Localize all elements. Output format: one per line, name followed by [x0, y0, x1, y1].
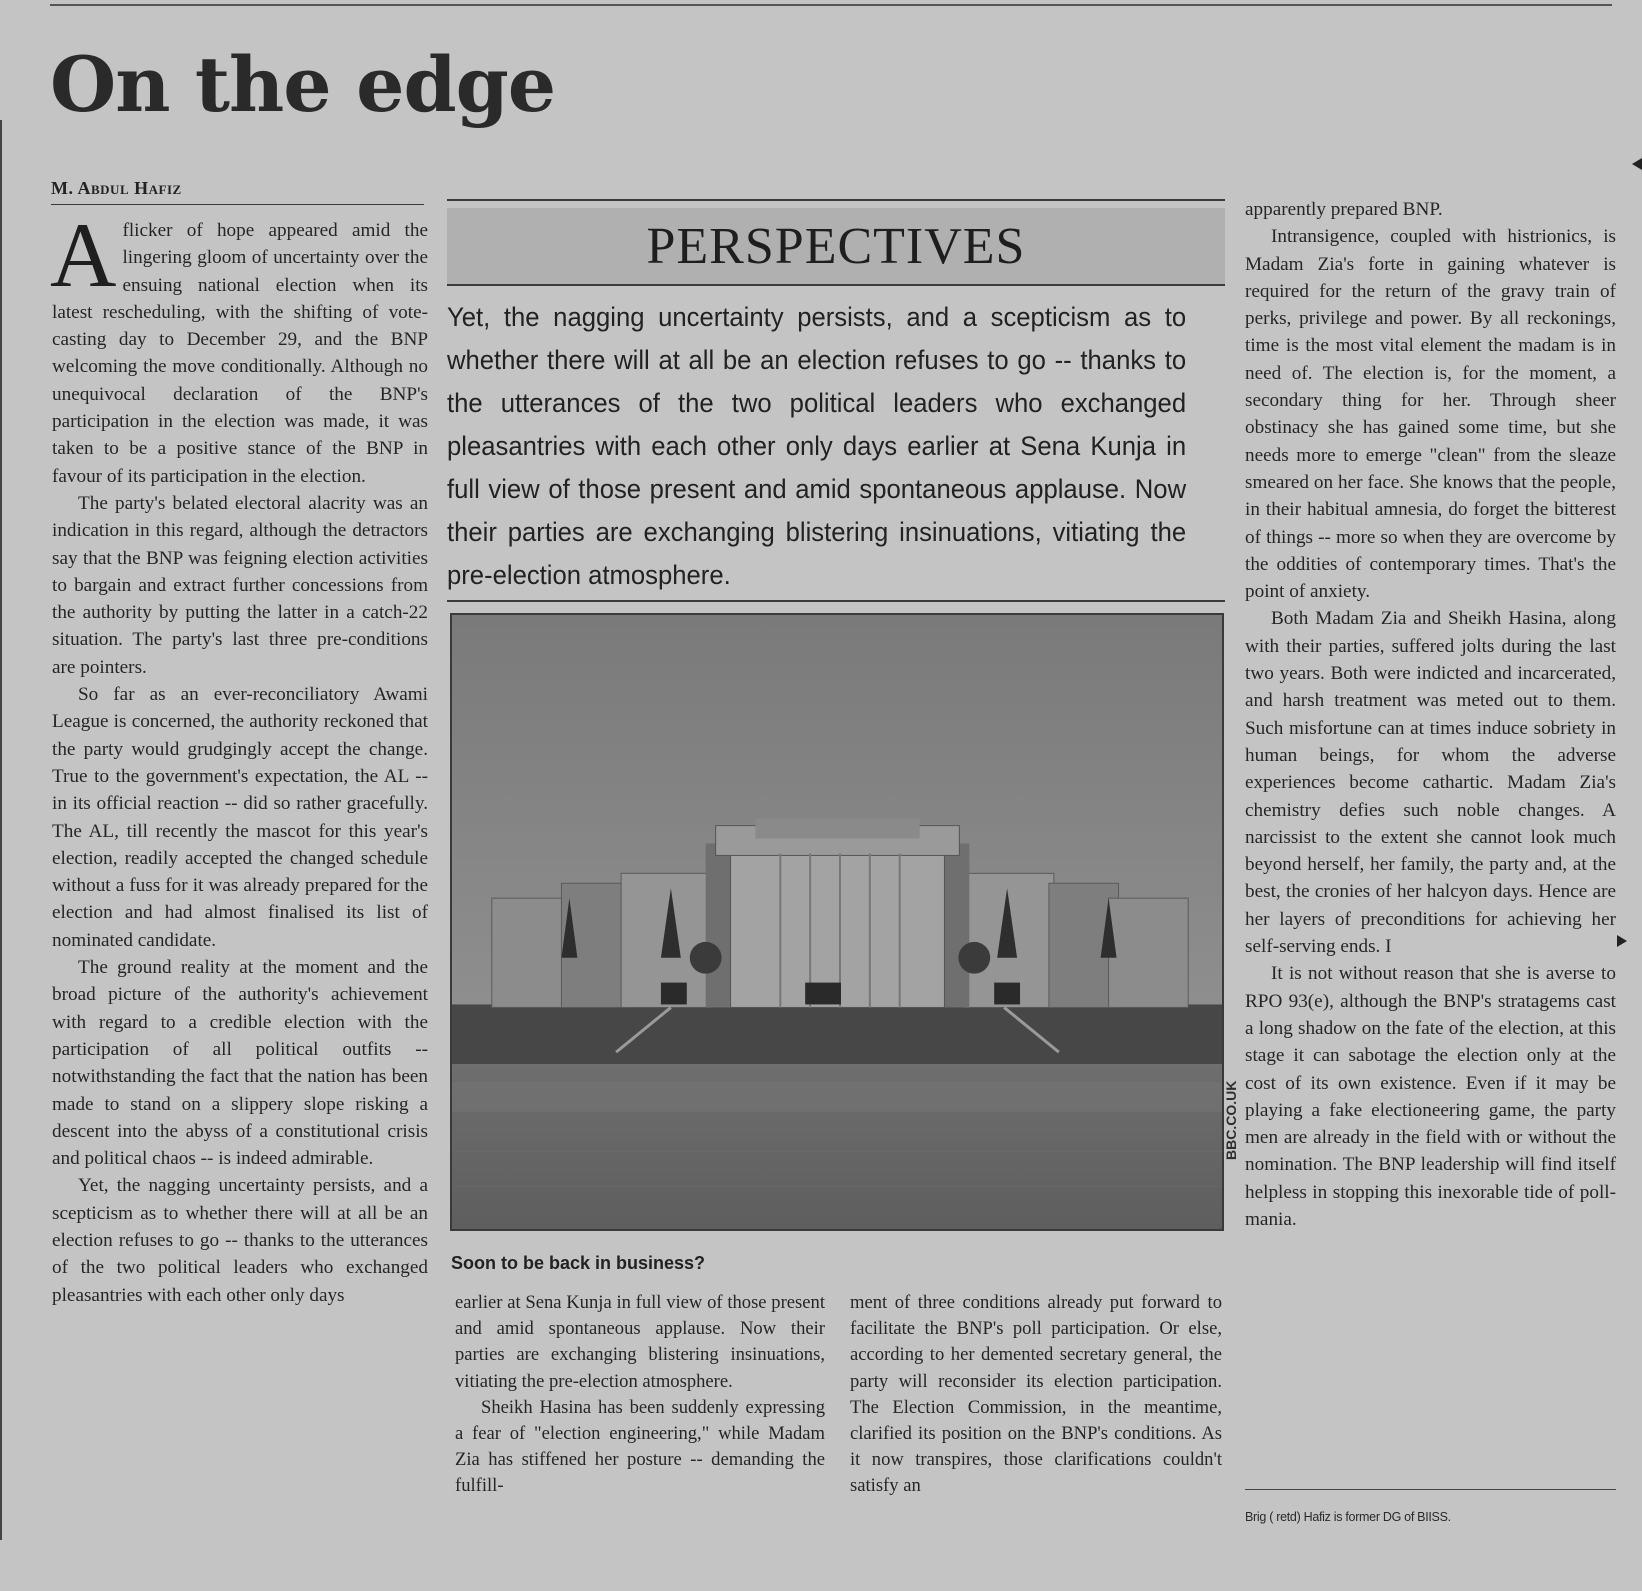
- parliament-building-image: [452, 615, 1222, 1229]
- photo-credit: BBC.CO.UK: [1223, 1080, 1239, 1160]
- section-rule: [447, 199, 1225, 201]
- paragraph: Intransigence, coupled with histrionics, is Madam Zia's forte in gaining whatever is required for the return of the gravy train of perks, privilege and power. By all reckonings, time is the most vital element the madam is in need of. The election is, for the moment, a secondary thing for her. Through sheer obstinacy she has gained some time, but she needs more to emerge "clean" from the sleaze smeared on her face. She knows that the people, in their habitual amnesia, do forget the bitterest of things -- more so when they are overcome by the oddities of contemporary times. That's the point of anxiety.: [1245, 226, 1616, 603]
- paragraph: ment of three conditions already put forward to facilitate the BNP's poll participation. Or else, according to her demented secretary general, the party will reconsider its election participation. The Election Commission, in the meantime, clarified its position on the BNP's conditions. As it now transpires, those clarifications couldn't satisfy an: [850, 1292, 1222, 1497]
- article-column-4: [1245, 196, 1616, 1233]
- paragraph: apparently prepared BNP.: [1245, 199, 1443, 220]
- article-column-2: [455, 1290, 825, 1500]
- pull-quote: Yet, the nagging uncertainty persists, and a scepticism as to whether there will at all be an election refuses to go -- thanks to the utterances of the two political leaders who exchanged pleasantries with each other only days earlier at Sena Kunja in full view of those present and amid spontaneous applause. Now their parties are exchanging blistering insinuations, vitiating the pre-election atmosphere.: [447, 302, 1187, 590]
- paragraph: The party's belated electoral alacrity was an indication in this regard, although the detractors say that the BNP was feigning election activities to bargain and extract further concessions from the authority by putting the latter in a catch-22 situation. The party's last three pre-conditions are pointers.: [52, 492, 428, 678]
- margin-mark-arrow-icon: [1632, 158, 1642, 170]
- paragraph-text: flicker of hope appeared amid the lingering gloom of uncertainty over the ensuing national election when its latest rescheduling, with the shifting of vote-casting day to December 29, and the BNP welcoming the move conditionally. Although no unequivocal declaration of the BNP's participation in the election was made, it was taken to be a positive stance of the BNP in favour of its participation in the election.: [52, 220, 428, 487]
- paragraph: [50, 204, 428, 490]
- paragraph: So far as an ever-reconciliatory Awami League is concerned, the authority reckoned that the party would grudgingly accept the change. True to the government's expectation, the AL -- in its official reaction -- did so rather gracefully. The AL, till recently the mascot for this year's election, readily accepted the changed schedule without a fuss for it was already prepared for the election and had almost finalised its list of nominated candidate.: [52, 684, 428, 951]
- margin-mark-arrow-icon: [1617, 935, 1627, 947]
- byline: M. Abdul Hafiz: [51, 178, 424, 205]
- paragraph: Both Madam Zia and Sheikh Hasina, along with their parties, suffered jolts during the last two years. Both were indicted and incarcerated, and harsh treatment was meted out to them. Such misfortune can at times induce sobriety in human beings, for whom the adverse experiences become cathartic. Madam Zia's chemistry defies such noble changes. A narcissist to the extent she cannot look much beyond herself, her family, the party and, at the best, the cronies of her halcyon days. Hence are her layers of preconditions for achieving her self-serving ends. I: [1245, 608, 1616, 958]
- section-banner: [447, 208, 1225, 286]
- top-rule: [50, 4, 1612, 6]
- pull-quote-rule: [447, 600, 1225, 602]
- headline: On the edge: [50, 40, 556, 129]
- paragraph: earlier at Sena Kunja in full view of those present and amid spontaneous applause. Now their parties are exchanging blistering insinuations, vitiating the pre-election atmosphere.: [455, 1292, 825, 1392]
- drop-cap: A: [50, 204, 117, 306]
- author-note: Brig ( retd) Hafiz is former DG of BIISS.: [1245, 1510, 1451, 1524]
- footnote-rule: [1245, 1489, 1616, 1490]
- parliament-photo: [450, 613, 1224, 1231]
- paragraph: Sheikh Hasina has been suddenly expressing a fear of "election engineering," while Madam Zia has stiffened her posture -- demanding the fulfill-: [455, 1396, 825, 1497]
- section-title: PERSPECTIVES: [646, 217, 1026, 275]
- article-column-1: [50, 204, 428, 1309]
- paragraph: It is not without reason that she is averse to RPO 93(e), although the BNP's stratagems cast a long shadow on the fate of the election, at this stage it can sabotage the election only at the cost of its own existence. Even if it may be playing a fake electioneering game, the party men are already in the field with or without the nomination. The BNP leadership will find itself helpless in stopping this inexorable tide of poll-mania.: [1245, 963, 1616, 1230]
- paragraph: The ground reality at the moment and the broad picture of the authority's achievement with regard to a credible election with the participation of all political outfits -- notwithstanding the fact that the nation has been made to stand on a slippery slope risking a descent into the abyss of a constitutional crisis and political chaos -- is indeed admirable.: [52, 957, 428, 1170]
- article-column-3: [850, 1290, 1222, 1500]
- left-margin-rule: [0, 120, 2, 1540]
- photo-caption: Soon to be back in business?: [451, 1253, 706, 1273]
- paragraph: Yet, the nagging uncertainty persists, and a scepticism as to whether there will at all be an election refuses to go -- thanks to the utterances of the two political leaders who exchanged pleasantries with each other only days: [52, 1175, 428, 1306]
